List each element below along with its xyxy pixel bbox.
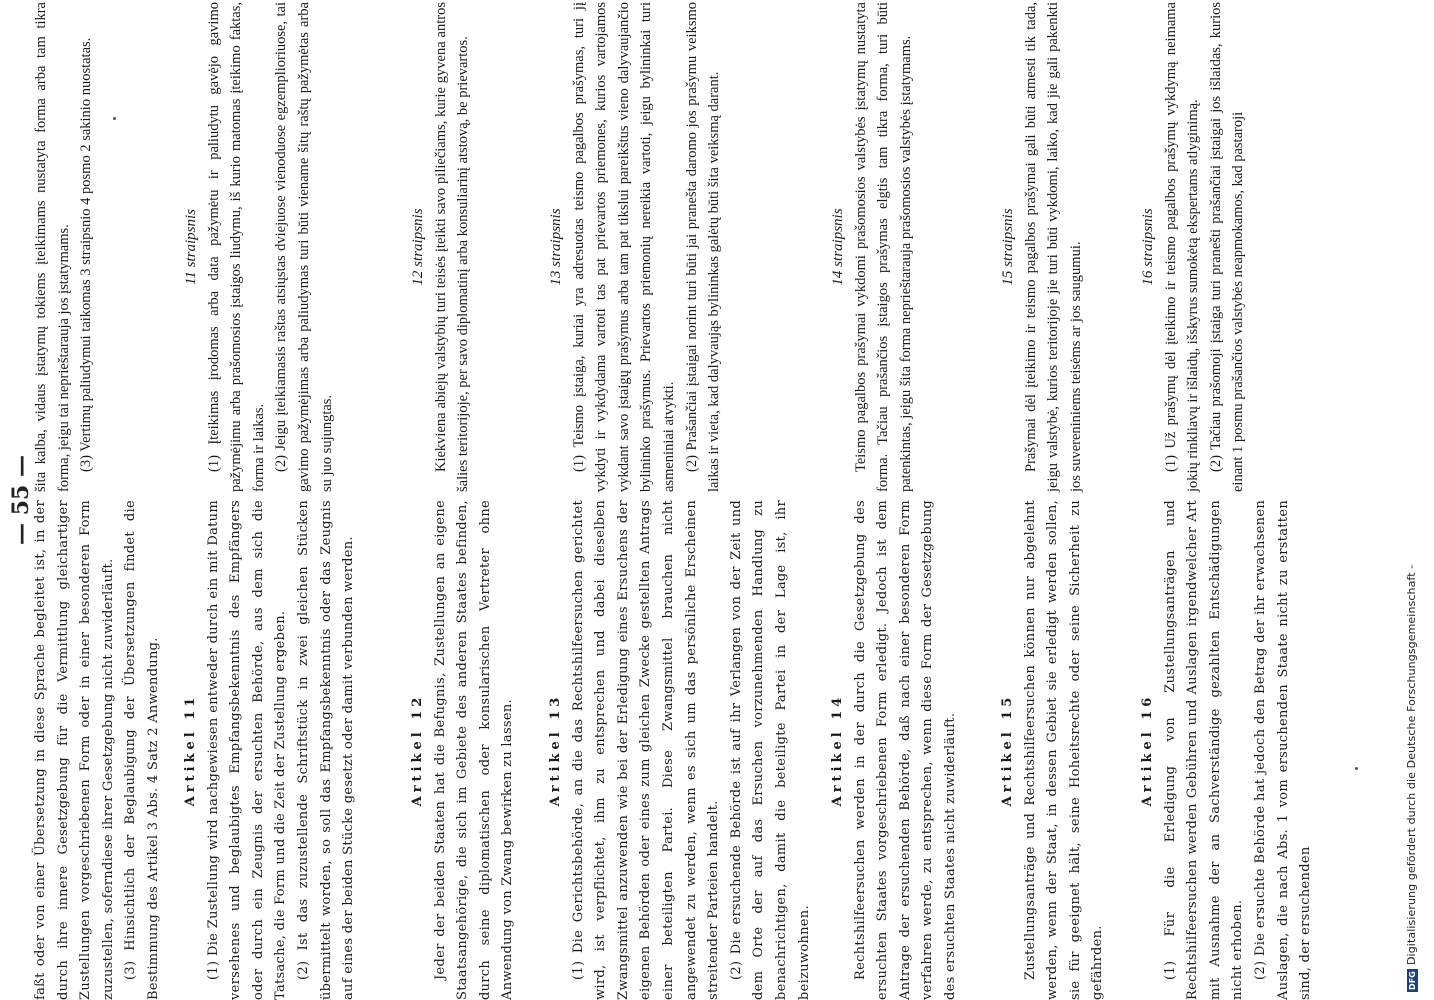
german-intro: faßt oder von einer Übersetzung in diese Sprache begleitet ist, in der durch ihre innere Gesetzgebung für die Vermittlung gleichartiger Zustellungen vorgeschriebenen Form oder in einer besonderen Form zuzustellen, soferndiese ihrer Gesetzgebung nicht zuwiderläuft. bbox=[33, 500, 116, 1000]
scan-speck bbox=[113, 117, 116, 120]
lithuanian-article-11-heading: 11 straipsnis bbox=[183, 209, 199, 285]
lithuanian-article-13-p2: (2) Prašančiai įstaigai norint turi būti jai pranešta daromo jos prašymu veiksmo laikas ir vieta, kad dalyvaująs bylininkas galėtų būti šita veiksmą darant. bbox=[683, 2, 723, 492]
german-article-16-p1: (1) Für die Erledigung von Zustellungsanträgen und Rechtshilfeersuchen werden Gebühren und Auslagen irgendwelcher Art mit Ausnahme der an Sachverständige gezahlten Entschädigungen nicht erhoben. bbox=[1162, 500, 1246, 1000]
lithuanian-column bbox=[30, 2, 1275, 492]
scan-speck bbox=[1355, 767, 1358, 770]
german-article-11-heading: Artikel 11 bbox=[183, 693, 198, 807]
german-article-11-p2: (2) Ist das zuzustellende Schriftstück in zwei gleichen Stücken übermittelt worden, so soll das Empfangsbekenntnis oder das Zeugnis auf eines der beiden Stücke gesetzt oder damit verbunden werden. bbox=[295, 500, 357, 1000]
german-article-12-heading: Artikel 12 bbox=[410, 693, 425, 807]
lithuanian-article-12-p1: Kiekviena abiejų valstybių turi teisės įteikti savo piliečiams, kurie gyvena antros šalies teritorijoje, per savo diplomatinį arba konsuliarinį atstovą, be prievartos. bbox=[432, 2, 472, 492]
lithuanian-article-16-p2: (2) Tačiau prašomoji įstaiga turi pranešti prašančiai įstaigai jos išlaidas, kurios einant 1 posmu prašančios valstybės neapmokamos, kad pastaroji bbox=[1207, 2, 1247, 492]
lithuanian-article-11-p1: (1) Įteikimas įrodomas arba data pažymėtu ir paliudytu gavėjo gavimo pažymėjimu arba prašomosios įstaigos liudymu, iš kurio matomas įteikimo faktas, forma ir laikas. bbox=[205, 2, 267, 492]
german-article-14-heading: Artikel 14 bbox=[830, 693, 845, 807]
credit-text: Digitalisierung gefördert durch die Deutsche Forschungsgemeinschaft - bbox=[1405, 564, 1418, 966]
lithuanian-article-13-heading: 13 straipsnis bbox=[548, 208, 564, 286]
german-article-13-heading: Artikel 13 bbox=[548, 693, 563, 807]
lithuanian-article-13-p1: (1) Teismo įstaiga, kuriai yra adresuotas teismo pagalbos prašymas, turi jį vykdyti ir vykdydama vartoti tas pat prievartos priemones, kurios vartojamos vykdant savo įstaigų prašymus arba tam pat tikslui pareikštus vieno dalyvaujančio bylininko prašymus. Prievartos priemonių nereikia vartoti, jeigu bylininkai turi asmeniniai atvykti. bbox=[570, 2, 677, 492]
lithuanian-intro: šita kalba, vidaus įstatymų tokiems įteikimams nustatyta forma arba tam tikra forma, jeigu tai neprieštarauja jos įstatymams. bbox=[33, 2, 72, 492]
lithuanian-intro-3: (3) Vertimų paliudymui taikomas 3 straipsnio 4 posmo 2 sakinio nuostatas. bbox=[78, 37, 95, 472]
german-article-13-p1: (1) Die Gerichtsbehörde, an die das Rechtshilfeersuchen gerichtet wird, ist verpflichtet, ihm zu entsprechen und dabei dieselben Zwangsmittel anzuwenden wie bei der Erledigung eines Ersuchens der eigenen Behörden oder eines zum gleichen Zwecke gestellten Antrags einer beteiligten Partei. Diese Zwangsmittel brauchen nicht angewendet zu werden, wenn es sich um das persönliche Erscheinen streitender Parteien handelt. bbox=[570, 500, 722, 1000]
german-article-13-p2: (2) Die ersuchende Behörde ist auf ihr Verlangen von der Zeit und dem Orte der auf das Ersuchen vorzunehmenden Handlung zu benachrichtigen, damit die beteiligte Partei in der Lage ist, ihr beizuwohnen. bbox=[728, 500, 812, 1000]
german-article-15-heading: Artikel 15 bbox=[1000, 693, 1015, 807]
lithuanian-article-12-heading: 12 straipsnis bbox=[410, 208, 426, 286]
lithuanian-article-16-heading: 16 straipsnis bbox=[1140, 208, 1156, 286]
lithuanian-article-15-heading: 15 straipsnis bbox=[1000, 208, 1016, 286]
german-article-14-p1: Rechtshilfeersuchen werden in der durch die Gesetzgebung des ersuchten Staates vorgeschriebenen Form erledigt. Jedoch ist dem Antrage der ersuchenden Behörde, daß nach einer besonderen Form verfahren werde, zu entsprechen, wenn diese Form der Gesetzgebung des ersuchten Staates nicht zuwiderläuft. bbox=[852, 500, 958, 1000]
german-article-16-heading: Artikel 16 bbox=[1140, 693, 1155, 807]
lithuanian-article-15-p1: Prašymai dėl įteikimo ir teismo pagalbos prašymai gali būti atmesti tik tada, jeigu valstybė, kurios teritorijoje jie turi būti vykdomi, laiko, kad jie gali pakenkti jos suvereniniems teisėms ar jos saugumui. bbox=[1022, 2, 1084, 492]
lithuanian-article-16-p1: (1) Už prašymų dėl įteikimo ir teismo pagalbos prašymų vykdymą neimama jokių rinkliavų ir išlaidų, išskyrus sumokėtą ekspertams atlyginimą. bbox=[1162, 2, 1202, 492]
lithuanian-article-14-heading: 14 straipsnis bbox=[830, 208, 846, 286]
digitization-credit bbox=[1405, 0, 1418, 1000]
lithuanian-article-11-p2: (2) Jeigu įteikiamasis raštas atsiųstas dviejuose vienoduose egzemplioriuose, tai gavimo pažymėjimas arba paliudymas turi būti viename šitų raštų pažymėtas arba su juo sujungtas. bbox=[273, 2, 335, 492]
page-number: — 55 — bbox=[8, 455, 34, 545]
german-article-12-p1: Jeder der beiden Staaten hat die Befugnis, Zustellungen an eigene Staatsangehörige, die sich im Gebiete des anderen Staates befinden, durch seine diplomatischen oder konsularischen Vertreter ohne Anwendung von Zwang bewirken zu lassen. bbox=[432, 500, 516, 1000]
lithuanian-article-14-p1: Teismo pagalbos prašymai vykdomi prašomosios valstybės įstatymų nustatyta forma. Tačiau prašančios įstaigos prašymas elgtis tam tikra forma, turi būti patenkintas, jeigu šita forma neprieštarauja prašomosios valstybės įstatymams. bbox=[852, 2, 914, 492]
german-column bbox=[30, 500, 1314, 1000]
german-intro-3: (3) Hinsichtlich der Beglaubigung der Übersetzungen findet die Bestimmung des Artikel 3 Abs. 4 Satz 2 Anwendung. bbox=[123, 500, 161, 1000]
german-article-16-p2: (2) Die ersuchte Behörde hat jedoch den Betrag der ihr erwachsenen Auslagen, die nach Abs. 1 vom ersuchenden Staate nicht zu erstatten sind, der ersuchenden bbox=[1252, 500, 1314, 1000]
german-article-11-p1: (1) Die Zustellung wird nachgewiesen entweder durch ein mit Datum versehenes und beglaubigtes Empfangsbekenntnis des Empfängers oder durch ein Zeugnis der ersuchten Behörde, aus dem sich die Tatsache, die Form und die Zeit der Zustellung ergeben. bbox=[205, 500, 289, 1000]
german-article-15-p1: Zustellungsanträge und Rechtshilfeersuchen können nur abgelehnt werden, wenn der Staat, in dessen Gebiet sie erledigt werden sollen, sie für geeignet hält, seine Hoheitsrechte oder seine Sicherheit zu gefährden. bbox=[1022, 500, 1106, 1000]
dfg-logo: DFG bbox=[1407, 971, 1417, 990]
